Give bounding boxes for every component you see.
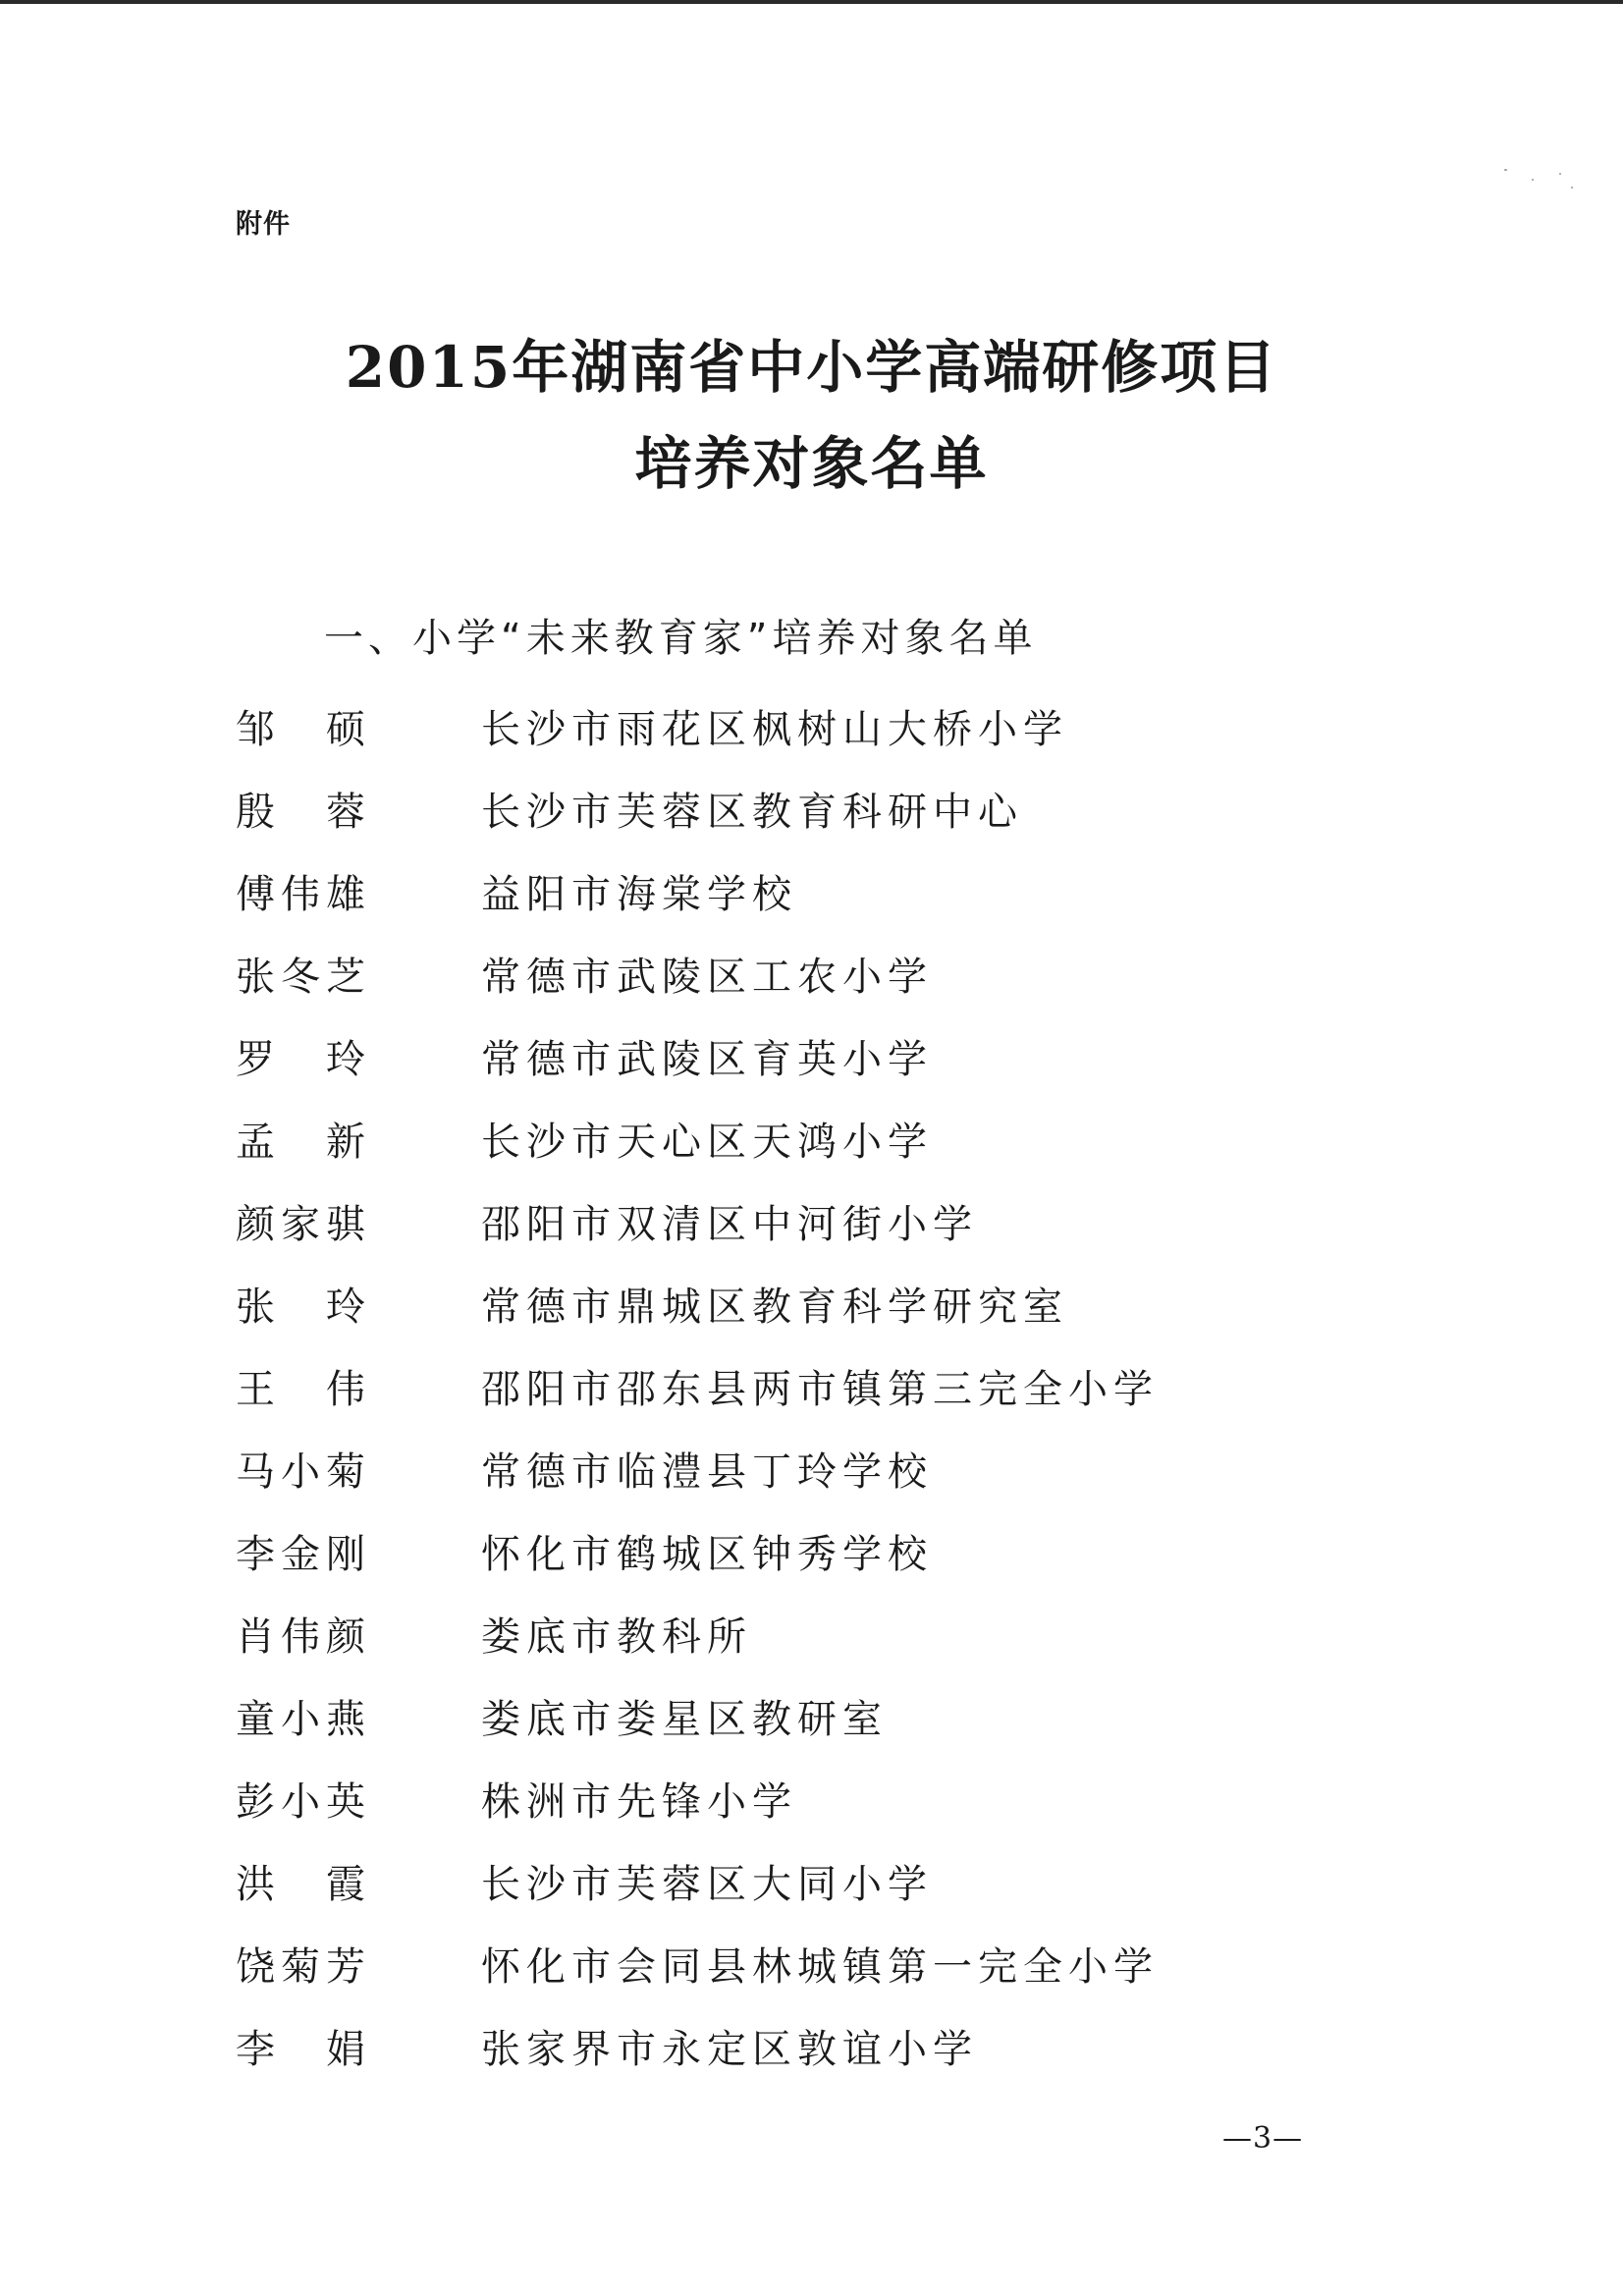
roster-row [236,1122,1512,1205]
person-organization: 娄底市娄星区教研室 [481,1697,888,1742]
person-name: 邹 硕 [236,707,368,752]
person-organization: 长沙市芙蓉区大同小学 [481,1862,933,1907]
roster-row [236,872,1512,957]
roster-row [236,1037,1512,1122]
scan-speck [1504,169,1507,171]
roster-row [236,1449,1512,1535]
roster-row [236,1862,1512,1947]
page-number: —3— [1222,2121,1304,2156]
roster-row [236,2027,1512,2112]
person-name: 彭小英 [236,1779,368,1825]
person-organization: 长沙市天心区天鸿小学 [481,1120,933,1165]
person-name: 张冬芝 [236,955,368,1000]
person-organization: 常德市武陵区工农小学 [481,955,933,1000]
person-organization: 长沙市芙蓉区教育科研中心 [481,790,1023,835]
roster-row [236,1944,1512,2030]
person-name: 洪 霞 [236,1862,368,1907]
person-organization: 娄底市教科所 [481,1614,752,1660]
person-name: 孟 新 [236,1120,368,1165]
roster-row [236,1287,1512,1370]
person-organization: 益阳市海棠学校 [481,872,797,917]
roster-row [236,790,1512,875]
scan-speck [1532,179,1534,181]
person-organization: 常德市鼎城区教育科学研究室 [481,1285,1068,1330]
person-name: 殷 蓉 [236,790,368,835]
person-organization: 常德市临澧县丁玲学校 [481,1449,933,1495]
roster-row [236,1614,1512,1700]
roster-row [236,957,1512,1040]
person-organization: 长沙市雨花区枫树山大桥小学 [481,707,1068,752]
roster-row [236,1532,1512,1617]
person-name: 李金刚 [236,1532,368,1577]
person-organization: 张家界市永定区敦谊小学 [481,2027,978,2072]
section-heading: 一、小学“未来教育家”培养对象名单 [324,616,1038,661]
person-name: 罗 玲 [236,1037,368,1082]
document-title-line-1: 2015年湖南省中小学高端研修项目 [345,334,1278,401]
person-name: 颜家骐 [236,1202,368,1247]
roster-row [236,707,1512,793]
person-name: 王 伟 [236,1367,368,1412]
person-organization: 怀化市鹤城区钟秀学校 [481,1532,933,1577]
roster-row [236,1697,1512,1782]
roster-row [236,1367,1512,1452]
person-organization: 邵阳市邵东县两市镇第三完全小学 [481,1367,1159,1412]
person-organization: 株洲市先锋小学 [481,1779,797,1825]
person-organization: 怀化市会同县林城镇第一完全小学 [481,1944,1159,1990]
person-name: 马小菊 [236,1449,368,1495]
person-name: 童小燕 [236,1697,368,1742]
person-name: 傅伟雄 [236,872,368,917]
attachment-label: 附件 [236,209,291,240]
roster-list [236,707,1512,2112]
person-name: 饶菊芳 [236,1944,368,1990]
person-name: 张 玲 [236,1285,368,1330]
person-name: 李 娟 [236,2027,368,2072]
document-title-line-2: 培养对象名单 [634,430,989,497]
top-border-line [0,0,1623,4]
person-name: 肖伟颜 [236,1614,368,1660]
scan-speck [1559,173,1561,175]
scan-speck [1571,187,1573,189]
person-organization: 邵阳市双清区中河街小学 [481,1202,978,1247]
roster-row [236,1779,1512,1865]
person-organization: 常德市武陵区育英小学 [481,1037,933,1082]
roster-row [236,1202,1512,1287]
